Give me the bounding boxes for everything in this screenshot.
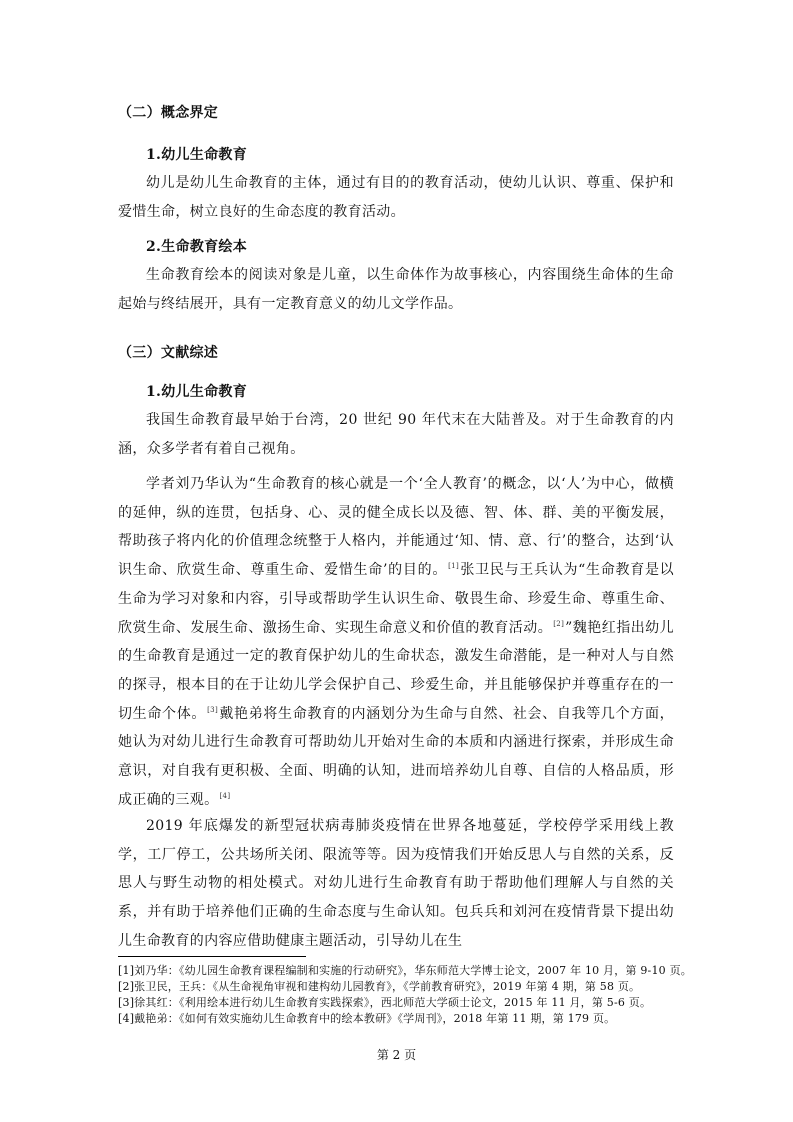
subheading-child-life-education: 1.幼儿生命教育 xyxy=(146,147,248,163)
citation-3: [3] xyxy=(207,705,219,714)
footnote-1: [1]刘乃华：《幼儿园生命教育课程编制和实施的行动研究》，华东师范大学博士论文，2007 年 10 月，第 9-10 页。 xyxy=(118,964,692,977)
subheading-picture-books: 2.生命教育绘本 xyxy=(146,239,248,255)
scholars-text-b: 张卫民与王兵认为“生命教育是以生命为学习对象和内容，引导或帮助学生认识生命、敬畏生命、珍爱生命、尊重生命、欣赏生命、发展生命、激扬生命、实现生命意义和价值的教育活动。 xyxy=(118,562,675,636)
footnote-divider xyxy=(118,956,306,957)
subheading-child-life-education-review: 1.幼儿生命教育 xyxy=(146,384,248,400)
page-number: 第 2 页 xyxy=(376,1048,417,1062)
paragraph-definition-2: 生命教育绘本的阅读对象是儿童，以生命体作为故事核心，内容围绕生命体的生命起始与终结展开，具有一定教育意义的幼儿文学作品。 xyxy=(118,267,674,312)
paragraph-definition-1: 幼儿是幼儿生命教育的主体，通过有目的的教育活动，使幼儿认识、尊重、保护和爱惜生命，树立良好的生命态度的教育活动。 xyxy=(118,175,674,220)
footnote-2: [2]张卫民，王兵：《从生命视角审视和建构幼儿园教育》，《学前教育研究》，2019 年第 4 期，第 58 页。 xyxy=(118,980,641,993)
scholars-text-d: 戴艳弟将生命教育的内涵划分为生命与自然、社会、自我等几个方面，她认为对幼儿进行生命教育可帮助幼儿开始对生命的本质和内涵进行探索，并形成生命意识，对自我有更积极、全面、明确的认知，进而培养幼儿自尊、自信的人格品质，形成正确的三观。 xyxy=(118,705,674,808)
section-heading-concepts: （二）概念界定 xyxy=(118,105,219,121)
footnote-4: [4]戴艳弟：《如何有效实施幼儿生命教育中的绘本教研》《学周刊》，2018 年第 11 期，第 179 页。 xyxy=(118,1012,616,1025)
paragraph-intro: 我国生命教育最早始于台湾，20 世纪 90 年代末在大陆普及。对于生命教育的内涵，众多学者有着自己视角。 xyxy=(118,412,674,457)
footnote-3: [3]徐其红：《利用绘本进行幼儿生命教育实践探索》，西北师范大学硕士论文，2015 年 11 月，第 5-6 页。 xyxy=(118,996,652,1009)
citation-4: [4] xyxy=(219,791,231,800)
section-heading-literature-review: （三）文献综述 xyxy=(118,345,219,361)
paragraph-scholars xyxy=(118,470,674,814)
scholars-text-c: ”魏艳红指出幼儿的生命教育是通过一定的教育保护幼儿的生命状态，激发生命潜能，是一种对人与自然的探寻，根本目的在于让幼儿学会保护自己、珍爱生命，并且能够保护并尊重存在的一切生命个体。 xyxy=(118,619,674,722)
scholars-text-a: 学者刘乃华认为“生命教育的核心就是一个‘全人教育’的概念，以‘人’为中心，做横的延伸，纵的连贯，包括身、心、灵的健全成长以及德、智、体、群、美的平衡发展，帮助孩子将内化的价值理念统整于人格内，并能通过‘知、情、意、行’的整合，达到‘认识生命、欣赏生命、尊重生命、爱惜生命’的目的。 xyxy=(118,476,674,579)
citation-2: [2] xyxy=(553,619,565,628)
citation-1: [1] xyxy=(448,562,460,571)
paragraph-pandemic: 2019 年底爆发的新型冠状病毒肺炎疫情在世界各地蔓延，学校停学采用线上教学，工厂停工，公共场所关闭、限流等等。因为疫情我们开始反思人与自然的关系，反思人与野生动物的相处模式。对幼儿进行生命教育有助于帮助他们理解人与自然的关系，并有助于培养他们正确的生命态度与生命认知。包兵兵和刘河在疫情背景下提出幼儿生命教育的内容应借助健康主题活动，引导幼儿在生 xyxy=(118,818,674,949)
